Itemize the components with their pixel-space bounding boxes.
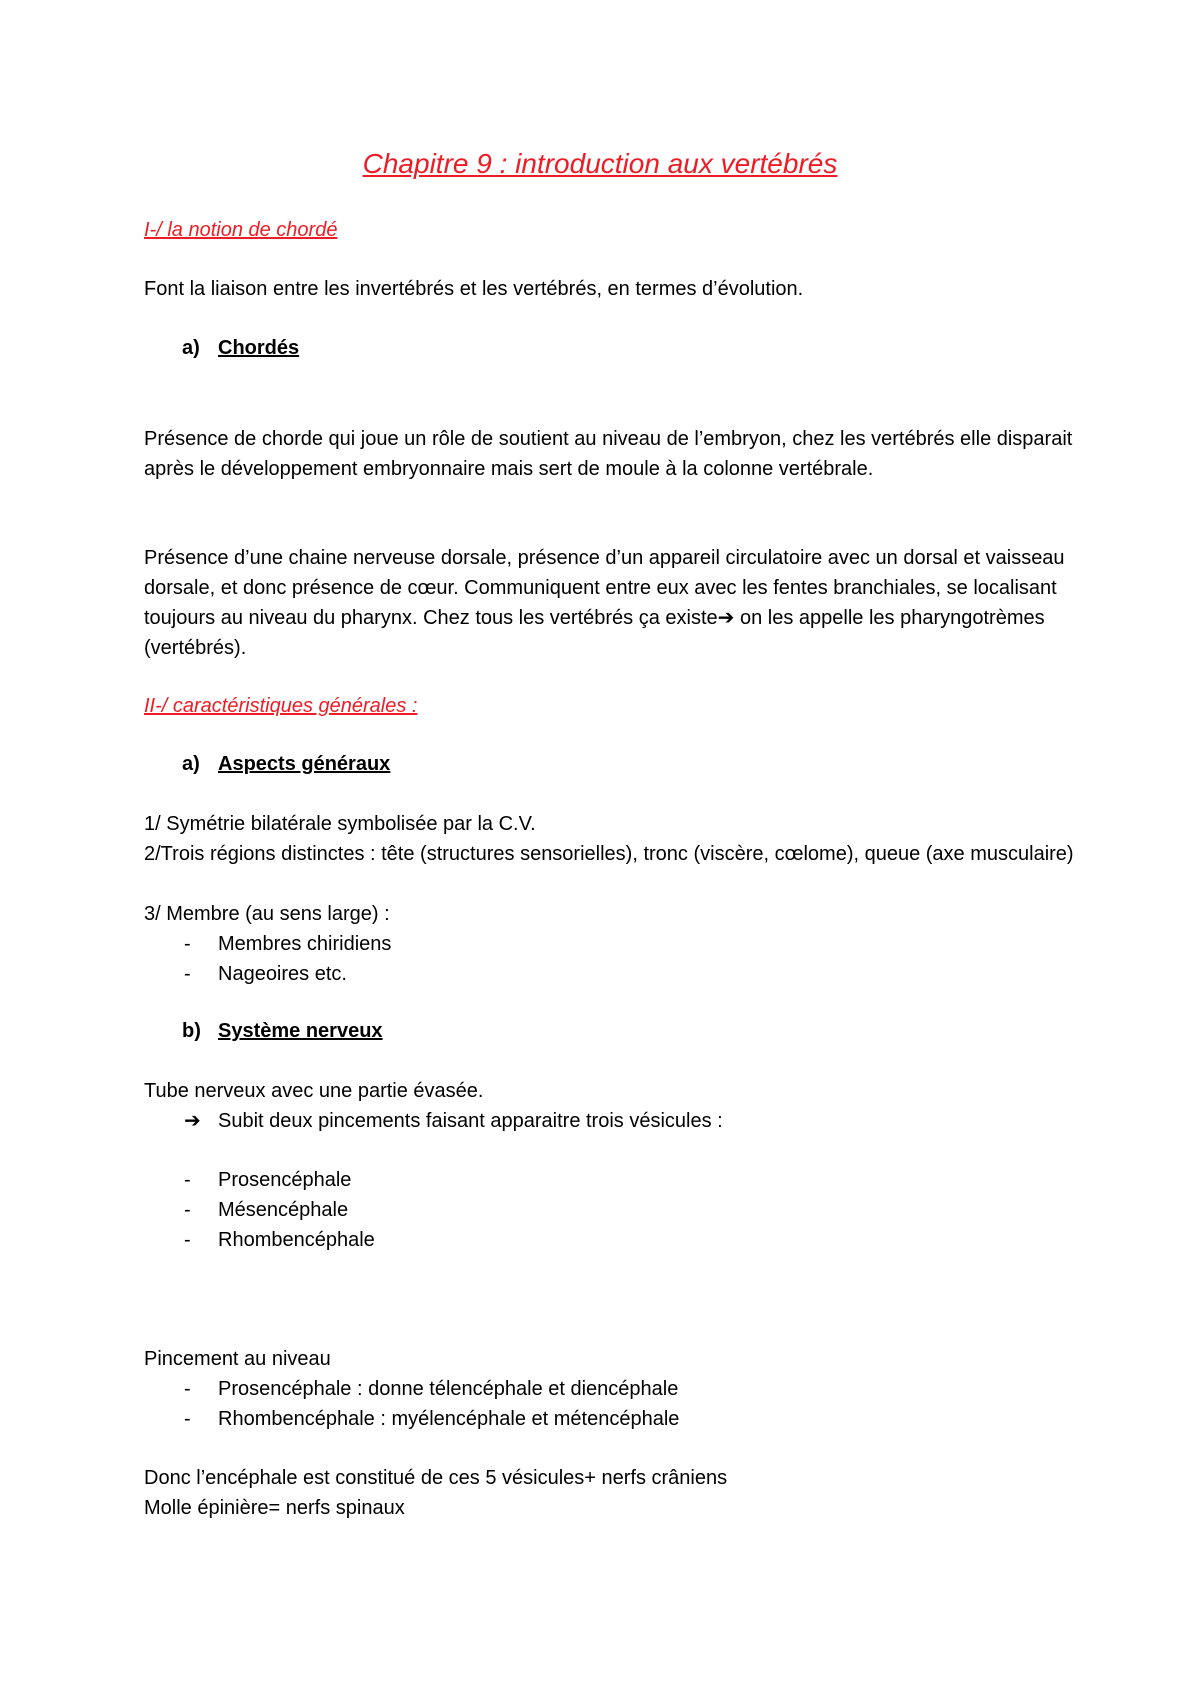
bullet-dash: -: [184, 1169, 191, 1191]
subheading-letter: b): [182, 1020, 201, 1042]
bullet-text: Prosencéphale: [218, 1169, 352, 1191]
donc-text: Donc l’encéphale est constitué de ces 5 vésicules+ nerfs crâniens: [144, 1467, 728, 1489]
bullet-dash: -: [184, 1378, 191, 1400]
bullet-text: Nageoires etc.: [218, 963, 347, 985]
bullet-text: Membres chiridiens: [218, 933, 392, 955]
bullet-dash: -: [184, 1229, 191, 1251]
subheading-aspects: [182, 750, 390, 778]
list-item-membre: 3/ Membre (au sens large) :: [144, 903, 390, 925]
arrow-right-icon: ➔: [717, 607, 735, 629]
bullet-item: [184, 1374, 678, 1404]
bullet-item: [184, 959, 347, 989]
arrow-item-text: Subit deux pincements faisant apparaitre trois vésicules :: [218, 1110, 723, 1132]
bullet-dash: -: [184, 1199, 191, 1221]
arrow-item: [184, 1106, 723, 1136]
paragraph-text: Présence d’une chaine nerveuse dorsale, présence d’un appareil circulatoire avec un dorsal et vaisseau dorsale, et donc présence de cœur. Communiquent entre eux avec les fentes branchiales, se localisant toujours au niveau du pharynx. Chez tous les vertébrés ça existe: [144, 547, 1065, 629]
list-item-regions: 2/Trois régions distinctes : tête (structures sensorielles), tronc (viscère, cœlome), queue (axe musculaire): [144, 843, 1074, 865]
bullet-text: Rhombencéphale : myélencéphale et métencéphale: [218, 1408, 680, 1430]
bullet-text: Rhombencéphale: [218, 1229, 375, 1251]
subheading-label: Chordés: [218, 337, 300, 359]
tube-text: Tube nerveux avec une partie évasée.: [144, 1080, 484, 1102]
bullet-item: [184, 1195, 348, 1225]
section-heading-1: I-/ la notion de chordé: [144, 219, 338, 241]
bullet-dash: -: [184, 933, 191, 955]
section-heading-2: II-/ caractéristiques générales :: [144, 695, 418, 717]
bullet-dash: -: [184, 963, 191, 985]
moelle-text: Molle épinière= nerfs spinaux: [144, 1497, 405, 1519]
subheading-label: Système nerveux: [218, 1020, 383, 1042]
subheading-chordes: [182, 334, 299, 362]
bullet-item: [184, 1225, 375, 1255]
subheading-systeme-nerveux: [182, 1017, 383, 1045]
subheading-letter: a): [182, 337, 200, 359]
bullet-dash: -: [184, 1408, 191, 1430]
paragraph-chaine-nerveuse: [144, 543, 1074, 663]
intro-text: Font la liaison entre les invertébrés et les vertébrés, en termes d’évolution.: [144, 278, 804, 300]
arrow-right-icon: ➔: [184, 1110, 201, 1132]
bullet-item: [184, 929, 391, 959]
subheading-letter: a): [182, 753, 200, 775]
bullet-text: Prosencéphale : donne télencéphale et diencéphale: [218, 1378, 679, 1400]
paragraph-text-end: on les appelle les pharyngotrèmes (vertébrés).: [144, 607, 1045, 659]
subheading-label: Aspects généraux: [218, 753, 391, 775]
bullet-text: Mésencéphale: [218, 1199, 349, 1221]
page-title: Chapitre 9 : introduction aux vertébrés: [362, 148, 838, 179]
bullet-item: [184, 1165, 351, 1195]
paragraph-chorde: Présence de chorde qui joue un rôle de soutient au niveau de l’embryon, chez les vertébrés elle disparait après le développement embryonnaire mais sert de moule à la colonne vertébrale.: [144, 428, 1073, 480]
bullet-item: [184, 1404, 679, 1434]
pincement-text: Pincement au niveau: [144, 1348, 331, 1370]
list-item-symetrie: 1/ Symétrie bilatérale symbolisée par la C.V.: [144, 813, 536, 835]
